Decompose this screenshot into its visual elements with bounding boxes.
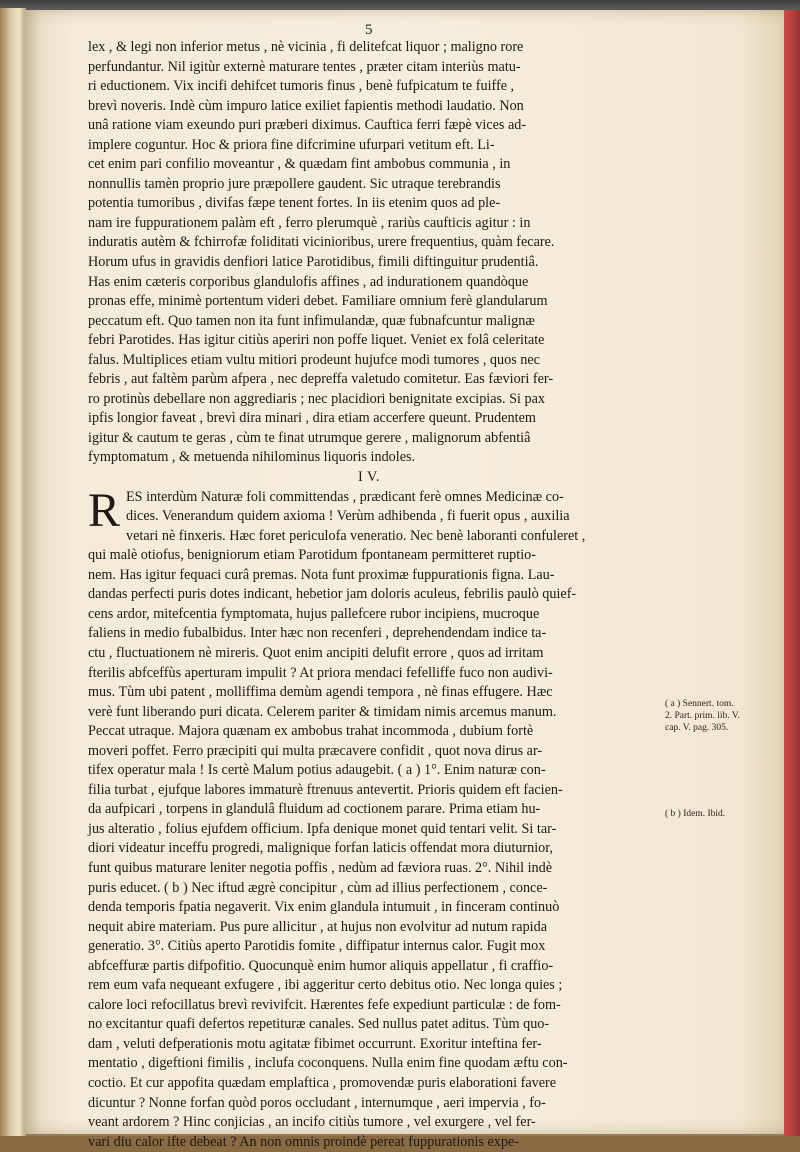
text-line: pronas effe, minimè portentum videri debet. Familiare omnium ferè glandularum (88, 293, 548, 310)
text-line: diori videatur inceffu progredi, malignique forfan laticis offendat mora diuturnior, (88, 840, 553, 857)
paragraph-1 (88, 38, 650, 468)
text-line: moveri poffet. Ferro præcipiti qui multa præcavere confidit , quot nova dirus ar- (88, 742, 543, 759)
text-line: cens ardor, mitefcentia fymptomata, hujus pallefcere rubor incipiens, mucroque (88, 605, 540, 622)
text-line: qui malè otiofus, benigniorum etiam Parotidum fpontaneam permitteret ruptio- (88, 547, 536, 564)
text-line: nam ire fuppurationem palàm eft , ferro plerumquè , rariùs caufticis agitur : in (88, 214, 531, 231)
text-line: potentia tumoribus , divifas fæpe tenent fortes. In iis etenim quos ad ple- (88, 195, 501, 212)
paragraph-2 (88, 483, 650, 1152)
text-line: vetari nè finxeris. Hæc foret periculofa veneratio. Nec benè laboranti confuleret , (126, 527, 586, 544)
text-line: induratis autèm & fchirrofæ foliditati vicinioribus, urere frequentius, quàm fecare. (88, 234, 555, 251)
margin-note-a: ( a ) Sennert. tom. 2. Part. prim. lib. V. cap. V. pag. 305. (665, 699, 740, 733)
text-line: dicuntur ? Nonne forfan quòd poros occludant , internumque , aeri impervia , fo- (88, 1094, 546, 1111)
text-line: lex , & legi non inferior metus , nè vicinia , fi delitefcat liquor ; maligno rore (88, 39, 524, 55)
text-line: mentatio , digeftioni fimilis , inclufa coconquens. Nulla enim fine quodam æftu con- (88, 1055, 568, 1072)
text-line: igitur & cautum te geras , cùm te finat utrumque gerere , malignorum abfentiâ (88, 429, 531, 446)
text-line: febris , aut faltèm parùm afpera , nec depreffa valetudo comitetur. Eas fæviori fer- (88, 371, 554, 388)
text-line: ri eductionem. Vix incifi dehifcet tumoris finus , benè fufpicatum te fuiffe , (88, 78, 515, 95)
text-line: nem. Has igitur fequaci curâ premas. Nota funt proximæ fuppurationis figna. Lau- (88, 566, 555, 583)
drop-capital: R (88, 483, 121, 537)
text-line: ctu , fluctuationem nè mireris. Quot enim ancipiti delufit errore , quos ad irritam (88, 644, 544, 661)
text-line: brevì noveris. Indè cùm impuro latice exiliet fapientis methodi laudatio. Non (88, 97, 524, 114)
text-line: perfundantur. Nil igitùr externè maturare tentes , præter citam interiùs matu- (88, 58, 521, 75)
text-line: ES interdùm Naturæ foli committendas , prædicant ferè omnes Medicinæ co- (126, 488, 564, 505)
section-heading: I V. (358, 469, 380, 486)
page-number: 5 (365, 22, 373, 38)
text-line: ipfis longior faveat , brevì dira minari , dira etiam accerfere queunt. Prudentem (88, 410, 536, 427)
text-line: no excitantur quafi defertos repetituræ canales. Sed nullus patet aditus. Tùm quo- (88, 1016, 550, 1033)
text-line: falus. Multiplices etiam vultu mitiori prodeunt hujufce modi tumores , quos nec (88, 351, 540, 368)
text-line: implere coguntur. Hoc & priora fine difcrimine ufurpari vetitum eft. Li- (88, 136, 495, 153)
text-line: dam , veluti defperationis motu agitatæ fibimet occurrunt. Exoritur inteftina fer- (88, 1035, 542, 1052)
text-line: mus. Tùm ubi patent , molliffima demùm agendi tempora , nè finas effugere. Hæc (88, 684, 553, 701)
text-line: generatio. 3°. Citiùs aperto Parotidis fomite , diffipatur internus calor. Fugit mox (88, 938, 546, 955)
page-body (88, 38, 650, 1152)
red-page-edge (784, 10, 800, 1136)
text-line: Peccat utraque. Majora quænam ex ambobus trahat incommoda , dubium fortè (88, 723, 534, 740)
text-line: funt quibus maturare leniter negotia poffis , nedùm ad fæviora ruas. 2°. Nihil indè (88, 859, 553, 876)
text-line: da aufpicari , torpens in glandulâ fluidum ad coctionem parare. Prima etiam hu- (88, 801, 541, 818)
text-line: vari diu calor ifte debeat ? An non omnis proindè pereat fuppurationis expe- (88, 1133, 520, 1150)
text-line: filia turbat , ejufque labores immaturè ftrenuus antevertit. Prioris quidem eft facien- (88, 781, 563, 798)
text-line: Has enim cæteris corporibus glandulofis affines , ad indurationem quandòque (88, 273, 529, 290)
text-line: nonnullis tamèn proprio jure præpollere gaudent. Sic utraque terebrandis (88, 175, 501, 192)
text-line: denda temporis fpatia negaverit. Vix enim glandula intumuit , in finceram continuò (88, 899, 560, 916)
text-line: tifex operatur mala ! Is certè Malum potius adaugebit. ( a ) 1°. Enim naturæ con- (88, 762, 546, 779)
text-line: febri Parotides. Has igitur citiùs aperiri non poffe liquet. Veniet ex folâ celeritate (88, 332, 545, 349)
text-line: fterilis abfceffùs aperturam impulit ? At priora mendaci fefelliffe fuco non audivi- (88, 664, 553, 681)
text-line: puris educet. ( b ) Nec iftud ægrè concipitur , cùm ad illius perfectionem , conce- (88, 879, 548, 896)
text-line: cet enim pari confilio moveantur , & quædam fint ambobus communia , in (88, 156, 511, 173)
text-line: dices. Venerandum quidem axioma ! Verùm adhibenda , fi fuerit opus , auxilia (126, 508, 570, 525)
text-line: dandas perfecti puris dotes indicant, hebetior jam doloris aculeus, febrilis paulò quief- (88, 586, 577, 603)
text-line: jus alteratio , folius ejufdem officium. Ipfa denique monet quid tentari velit. Si tar- (88, 820, 557, 837)
text-line: veant ardorem ? Hinc conjicias , an incifo citiùs tumore , vel exurgere , vel fer- (88, 1114, 536, 1131)
margin-note-b: ( b ) Idem. Ibid. (665, 809, 726, 819)
text-line: Horum ufus in gravidis denfiori latice Parotidibus, fimili diftinguitur prudentiâ. (88, 254, 539, 271)
text-line: coctio. Et cur appofita quædam emplaftica , promovendæ puris elaborationi favere (88, 1074, 557, 1091)
facing-page-edge (0, 8, 26, 1136)
text-line: calore loci refocillatus brevì revivifcit. Hærentes fefe expediunt particulæ : de fom- (88, 996, 561, 1013)
text-line: ro protinùs debellare non aggrediaris ; nec placidiori benignitate excipias. Si pax (88, 390, 546, 407)
text-line: verè funt liberando puri dicata. Celerem pariter & timidam nimis arcemus manum. (88, 703, 557, 720)
text-line: fymptomatum , & metuenda nihilominus liquoris indoles. (88, 449, 416, 466)
text-line: rem eum vafa nequeant exfugere , ibi aggeritur certo debitus otio. Nec longa quies ; (88, 977, 563, 994)
text-line: unâ ratione viam exeundo puri præberi diximus. Cauftica ferri fæpè vices ad- (88, 117, 527, 134)
text-line: peccatum eft. Quo tamen non ita funt infimulandæ, quæ fubnafcuntur malignæ (88, 312, 535, 329)
text-line: abfceffuræ partis difpofitio. Quocunquè enim humor aliquis appellatur , fi craffio- (88, 957, 554, 974)
text-line: nequit abire materiam. Pus pure allicitur , at hujus non evolvitur ad nutum rapida (88, 918, 548, 935)
text-line: faliens in medio fubalbidus. Inter hæc non recenferi , deprehendendam indice ta- (88, 625, 547, 642)
